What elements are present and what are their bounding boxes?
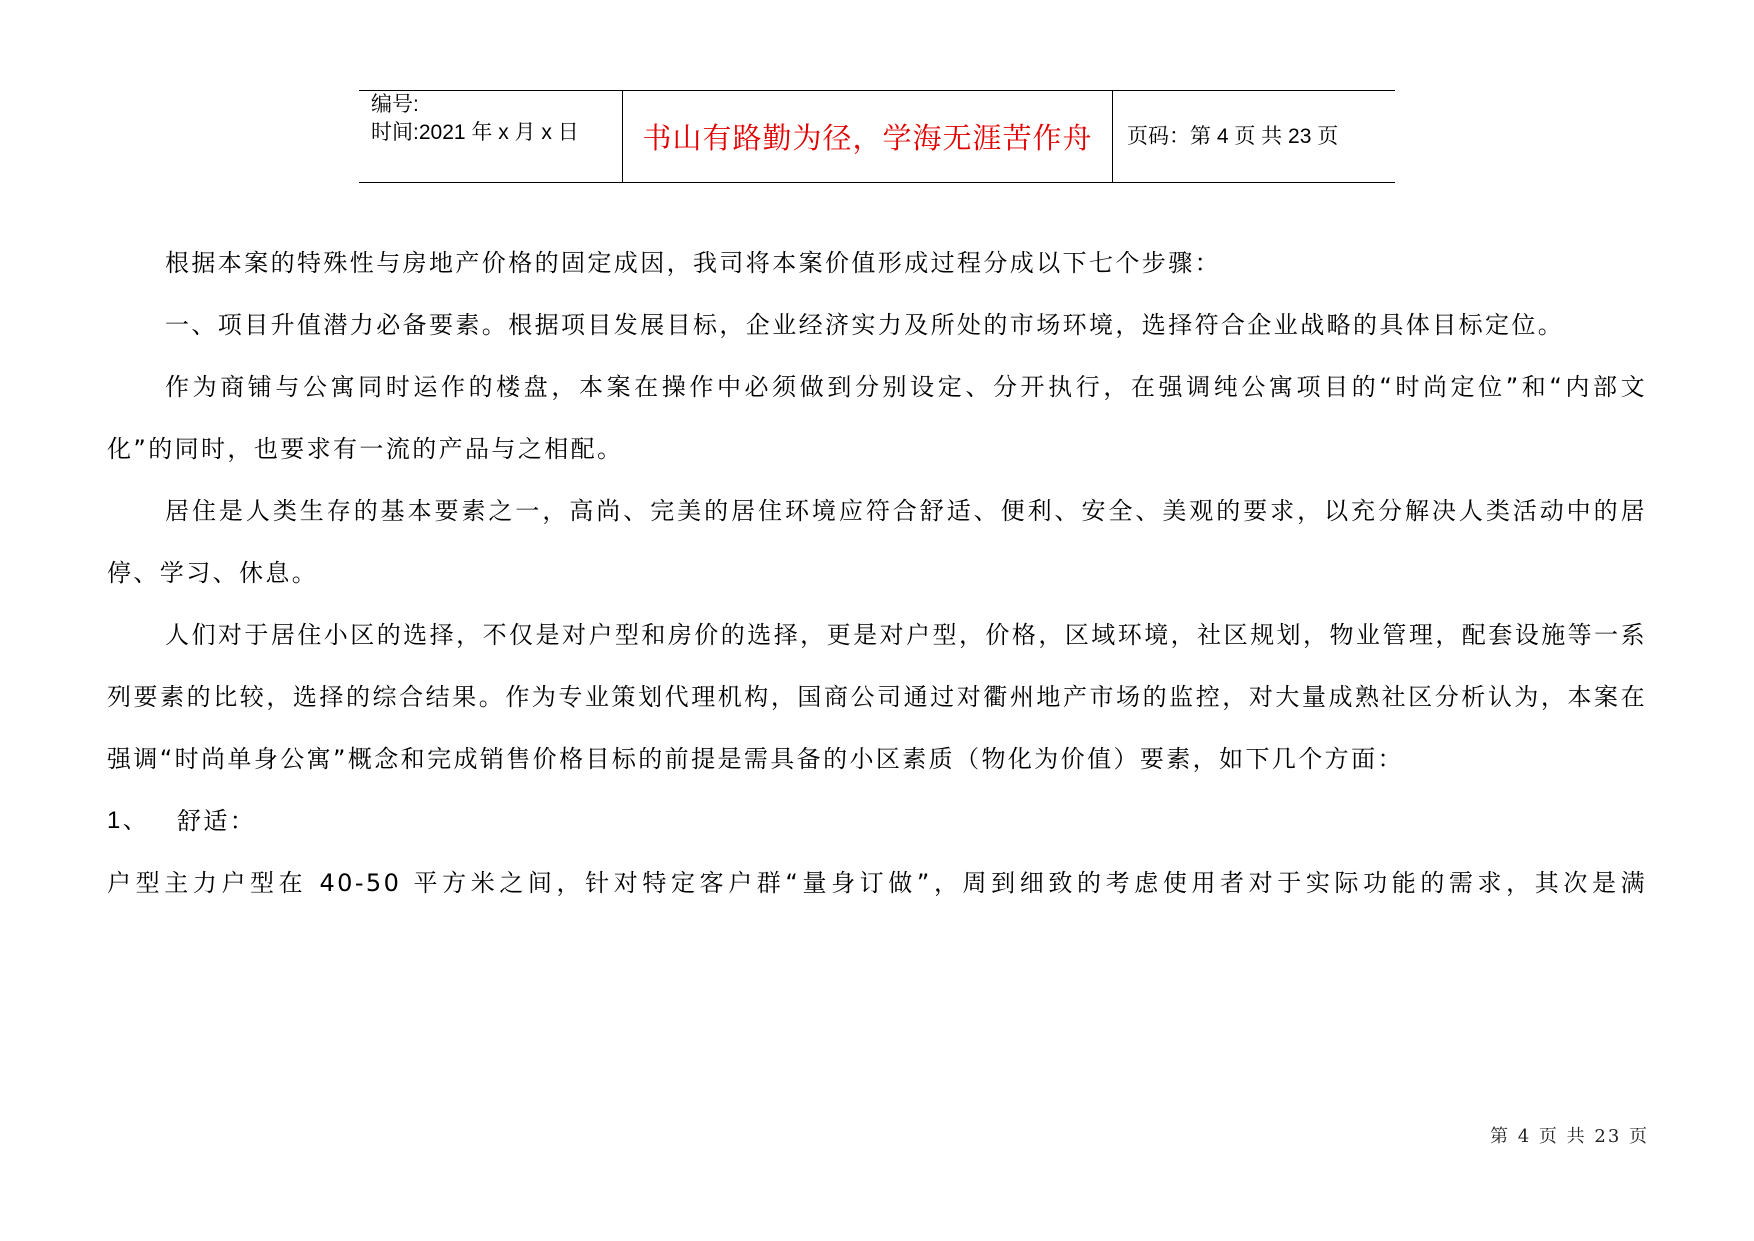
paragraph: 户型主力户型在 40-50 平方米之间，针对特定客户群“量身订做”，周到细致的考虑使用者对于实际功能的需求，其次是满 [107, 869, 1647, 897]
header-motto: 书山有路勤为径，学海无涯苦作舟 [642, 121, 1093, 155]
list-item-number: 1、 [107, 807, 150, 834]
document-body [107, 232, 1647, 914]
list-item-label: 舒适： [177, 807, 257, 835]
paragraph: 居住是人类生存的基本要素之一，高尚、完美的居住环境应符合舒适、便利、安全、美观的要求，以充分解决人类活动中的居停、学习、休息。 [107, 497, 1647, 587]
document-date-label: 时间:2021 年 x 月 x 日 [371, 121, 579, 144]
header-right-cell [1113, 91, 1395, 182]
header-left-cell [359, 91, 623, 182]
document-number-label: 编号: [371, 93, 419, 116]
header-page-number: 页码：第 4 页 共 23 页 [1127, 124, 1339, 148]
document-header [359, 90, 1395, 183]
paragraph: 作为商铺与公寓同时运作的楼盘，本案在操作中必须做到分别设定、分开执行，在强调纯公寓项目的“时尚定位”和“内部文化”的同时，也要求有一流的产品与之相配。 [107, 373, 1647, 463]
header-middle-cell [623, 91, 1113, 182]
page-footer: 第 4 页 共 23 页 [1490, 1126, 1649, 1147]
paragraph: 根据本案的特殊性与房地产价格的固定成因，我司将本案价值形成过程分成以下七个步骤： [165, 249, 1221, 277]
paragraph: 人们对于居住小区的选择，不仅是对户型和房价的选择，更是对户型，价格，区域环境，社区规划，物业管理，配套设施等一系列要素的比较，选择的综合结果。作为专业策划代理机构，国商公司通过对衢州地产市场的监控，对大量成熟社区分析认为，本案在强调“时尚单身公寓”概念和完成销售价格目标的前提是需具备的小区素质（物化为价值）要素，如下几个方面： [107, 621, 1647, 773]
paragraph: 一、项目升值潜力必备要素。根据项目发展目标，企业经济实力及所处的市场环境，选择符合企业战略的具体目标定位。 [165, 311, 1565, 339]
list-item [107, 790, 1647, 852]
